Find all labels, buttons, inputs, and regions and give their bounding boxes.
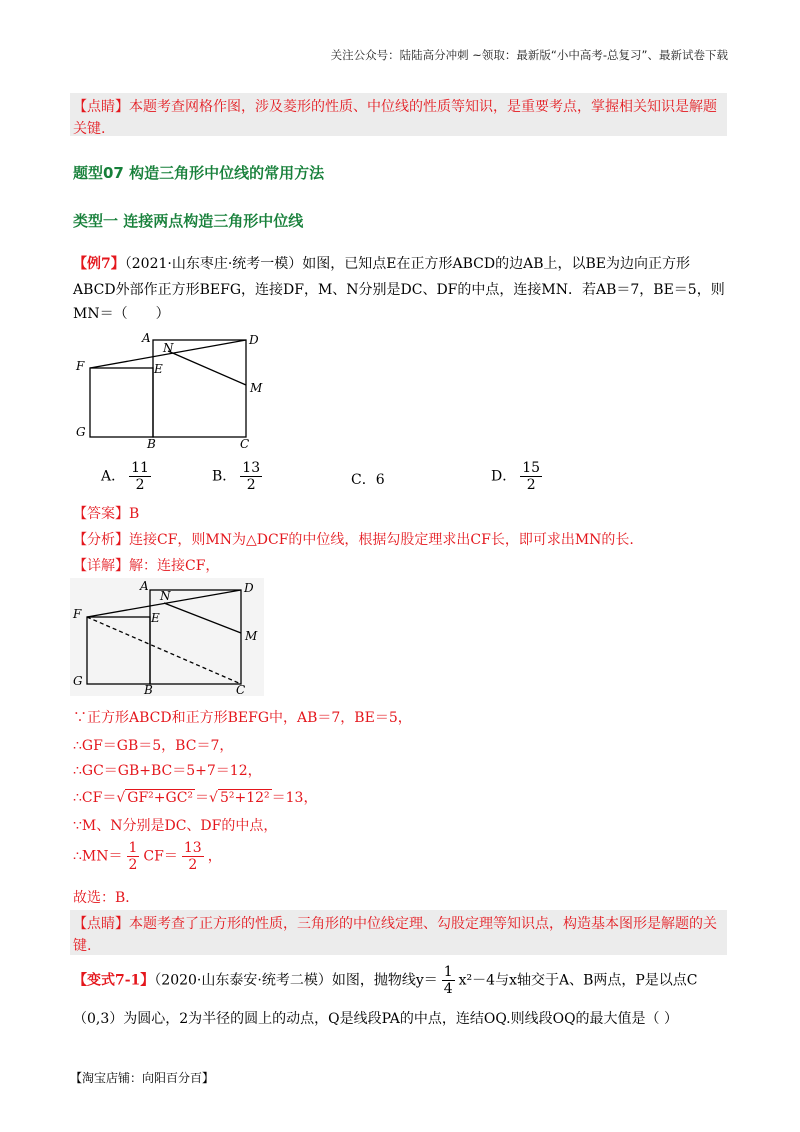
label-a: A [142,331,151,345]
variant-line-2: （0,3）为圆心，2为半径的圆上的动点，Q是线段PA的中点，连结OQ.则线段OQ的最大值是（ ） [73,1011,679,1027]
label-n: N [163,341,174,355]
solution-line-6: ∴MN＝ $\frac{1}{2}$ CF＝ $\frac{13}{2}$ ， [73,840,222,873]
geometry-figure-1 [70,328,280,450]
label-g-2: G [73,674,83,688]
analysis-line: 【分析】连接CF，则MN为△DCF的中位线，根据勾股定理求出CF长，即可求出MN的长. [73,532,634,548]
label-c: C [240,437,250,450]
square-befg [90,368,153,437]
option-d: D． $\frac{15}{2}$ [491,460,541,493]
answer-line: 【答案】B [73,506,140,522]
example-line-1: 【例7】（2021·山东枣庄·统考一模）如图，已知点E在正方形ABCD的边AB上，以BE为边向正方形 [73,256,690,272]
label-f-2: F [73,607,82,621]
note-line-1: 【点睛】本题考查网格作图，涉及菱形的性质、中位线的性质等知识，是重要考点，掌握相关知识是解题 [73,99,717,115]
option-b: B． $\frac{13}{2}$ [212,460,261,493]
label-n-2: N [160,589,171,603]
label-b-2: B [144,683,153,696]
label-m: M [250,381,263,395]
subsection-title: 类型一 连接两点构造三角形中位线 [73,212,304,230]
note2-line-2: 键. [73,938,92,954]
label-d-2: D [244,581,254,595]
section-title: 题型07 构造三角形中位线的常用方法 [73,164,325,182]
option-c: C．6 [351,472,385,488]
label-c-2: C [236,683,246,696]
label-d: D [249,333,259,347]
solution-line-4: ∴CF＝√ GF²+GC² ＝√ 5²+12² ＝13， [73,790,318,806]
option-a: A． $\frac{11}{2}$ [101,460,149,493]
label-e: E [154,362,163,376]
solution-line-5: ∵M、N分别是DC、DF的中点， [73,818,278,834]
label-f: F [76,359,85,373]
page-header: 关注公众号：陆陆高分冲刺 ~领取：最新版“小中高考-总复习”、最新试卷下载 [330,48,728,62]
label-m-2: M [245,629,258,643]
label-a-2: A [140,579,149,593]
note2-line-1: 【点睛】本题考查了正方形的性质，三角形的中位线定理、勾股定理等知识点，构造基本图形是解题的关 [73,916,717,932]
variant-tag: 【变式7-1】 [73,972,155,989]
segment-mn [168,351,246,385]
solution-line-2: ∴GF＝GB＝5，BC＝7， [73,738,234,754]
note-line-2: 关键. [73,121,106,137]
example-line-2: ABCD外部作正方形BEFG，连接DF，M、N分别是DC、DF的中点，连接MN．若AB＝7，BE＝5，则 [73,282,725,298]
label-e-2: E [151,611,160,625]
solution-line-1: ∵正方形ABCD和正方形BEFG中，AB＝7，BE＝5， [73,710,412,726]
note-tag: 【点睛】 [73,99,129,115]
solution-line-7: 故选：B． [73,890,140,906]
page-footer: 【淘宝店铺：向阳百分百】 [70,1071,215,1085]
example-line-3: MN＝（ ） [73,306,170,322]
geometry-figure-2 [70,578,264,696]
label-b: B [147,437,156,450]
variant-line-1: 【变式7-1】（2020·山东泰安·统考二模）如图，抛物线y＝ $\frac{1}{4}$ x²－4与x轴交于A、B两点，P是以点C [73,964,698,997]
solution-line-3: ∴GC＝GB+BC＝5+7＝12， [73,763,262,779]
example-tag: 【例7】 [73,256,125,272]
label-g: G [76,425,86,439]
detail-line: 【详解】解：连接CF， [73,558,220,574]
